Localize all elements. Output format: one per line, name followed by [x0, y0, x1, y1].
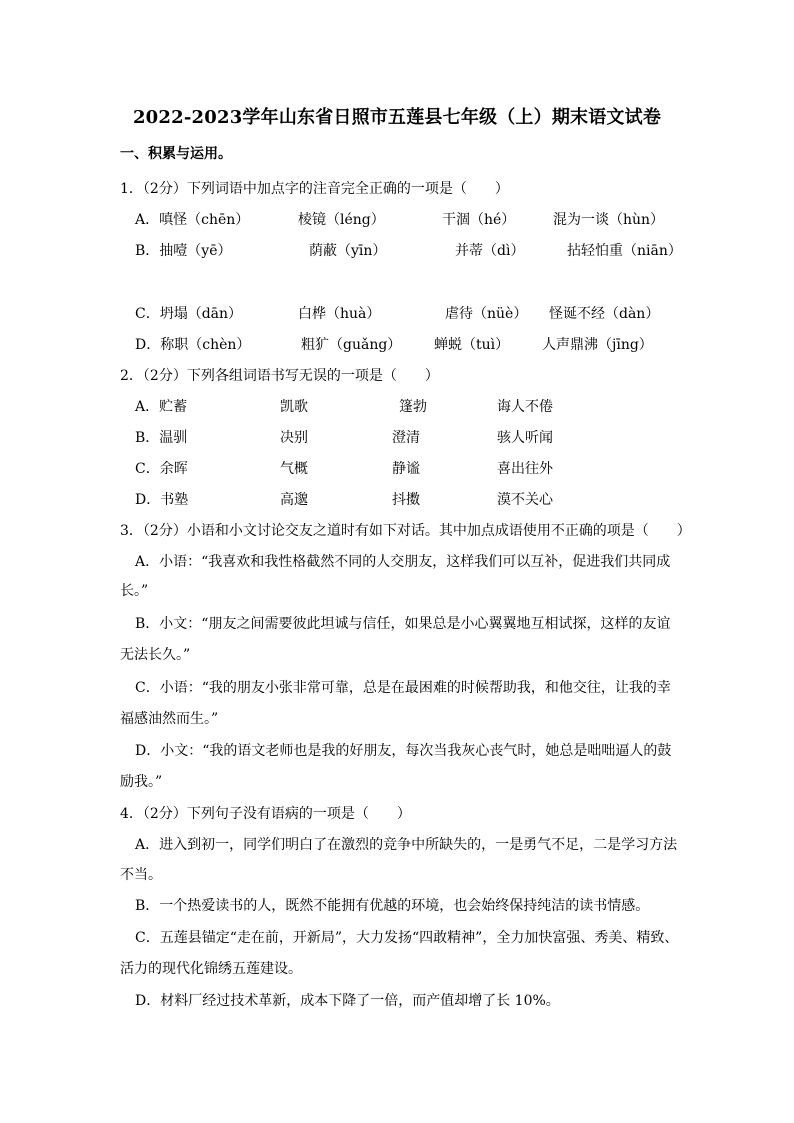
q3-option-b-line-1: B．小文：“朋友之间需要彼此坦诚与信任，如果总是小心翼翼地互相试探，这样的友谊: [135, 616, 671, 632]
q1-option-c-word-3: 虐待（nüè）: [445, 306, 528, 322]
q3-option-b-line-2: 无法长久。”: [120, 647, 191, 663]
q2-option-b-word-1: B．温驯: [135, 430, 188, 446]
q1-option-a-word-3: 干涸（hé）: [442, 212, 516, 228]
q1-option-c-word-4: 怪诞不经（dàn）: [549, 306, 660, 322]
q1-option-a-word-1: A．嗔怪（chēn）: [135, 212, 250, 228]
q2-option-a-word-1: A．贮蓄: [135, 399, 188, 415]
q2-option-b-word-3: 澄清: [392, 430, 420, 446]
question-2-stem: 2．（2分）下列各组词语书写无误的一项是（ ）: [120, 368, 439, 384]
question-3-stem: 3．（2分）小语和小文讨论交友之道时有如下对话。其中加点成语使用不正确的项是（ ）: [120, 523, 691, 539]
q1-option-c-word-1: C．坍塌（dān）: [135, 306, 243, 322]
q4-option-c-line-1: C．五莲县锚定“走在前，开新局”，大力发扬“四敢精神”，全力加快富强、秀美、精致、: [135, 930, 679, 946]
question-4-stem: 4．（2分）下列句子没有语病的一项是（ ）: [120, 806, 411, 822]
q1-option-a-word-4: 混为一谈（hùn）: [553, 212, 665, 228]
q2-option-c-word-1: C．余晖: [135, 461, 188, 477]
q1-option-b-word-4: 拈轻怕重（niān）: [567, 243, 682, 259]
q2-option-c-word-4: 喜出往外: [497, 461, 553, 477]
q2-option-b-word-4: 骇人听闻: [497, 430, 553, 446]
q3-option-d-line-2: 励我。”: [120, 774, 163, 790]
q1-option-b-word-1: B．抽噎（yē）: [135, 243, 232, 259]
q2-option-c-word-2: 气概: [280, 461, 308, 477]
q1-option-a-word-2: 棱镜（léng）: [298, 212, 385, 228]
q2-option-d-word-4: 漠不关心: [497, 492, 553, 508]
q3-option-c-line-1: C．小语：“我的朋友小张非常可靠，总是在最困难的时候帮助我，和他交往，让我的幸: [135, 680, 671, 696]
q4-option-a-line-2: 不当。: [120, 867, 162, 883]
q1-option-d-word-2: 粗犷（guǎng）: [301, 337, 402, 353]
q2-option-a-word-4: 诲人不倦: [497, 399, 553, 415]
q2-option-b-word-2: 决别: [280, 430, 308, 446]
q3-option-a-line-1: A．小语：“我喜欢和我性格截然不同的人交朋友，这样我们可以互补，促进我们共同成: [135, 554, 671, 570]
q3-option-a-line-2: 长。”: [120, 583, 149, 599]
q2-option-d-word-3: 抖擞: [392, 492, 420, 508]
q2-option-a-word-3: 篷勃: [399, 399, 427, 415]
q2-option-d-word-2: 高邈: [280, 492, 308, 508]
q4-option-d-line-1: D．材料厂经过技术革新，成本下降了一倍，而产值却增了长 10%。: [135, 993, 560, 1009]
q3-option-d-line-1: D．小文：“我的语文老师也是我的好朋友，每次当我灰心丧气时，她总是咄咄逼人的鼓: [135, 743, 672, 759]
q3-option-c-line-2: 福感油然而生。”: [120, 711, 219, 727]
q4-option-a-line-1: A．进入到初一，同学们明白了在激烈的竞争中所缺失的，一是勇气不足，二是学习方法: [135, 837, 678, 853]
q1-option-c-word-2: 白桦（huà）: [298, 306, 381, 322]
q2-option-d-word-1: D．书塾: [135, 492, 189, 508]
q1-option-d-word-4: 人声鼎沸（jīng）: [542, 337, 653, 353]
q1-option-b-word-3: 并蒂（dì）: [455, 243, 525, 259]
q2-option-c-word-3: 静谧: [392, 461, 420, 477]
section-heading: 一、积累与运用。: [120, 146, 232, 162]
q4-option-c-line-2: 活力的现代化锦绣五莲建设。: [120, 961, 302, 977]
question-1-stem: 1．（2分）下列词语中加点字的注音完全正确的一项是（ ）: [120, 181, 509, 197]
q1-option-d-word-3: 蝉蜕（tuì）: [434, 337, 510, 353]
q4-option-b-line-1: B．一个热爱读书的人，既然不能拥有优越的环境，也会始终保持纯洁的读书情感。: [135, 898, 650, 914]
q2-option-a-word-2: 凯歌: [280, 399, 308, 415]
exam-title: 2022-2023学年山东省日照市五莲县七年级（上）期末语文试卷: [132, 107, 662, 128]
q1-option-d-word-1: D．称职（chèn）: [135, 337, 251, 353]
q1-option-b-word-2: 荫蔽（yīn）: [309, 243, 387, 259]
